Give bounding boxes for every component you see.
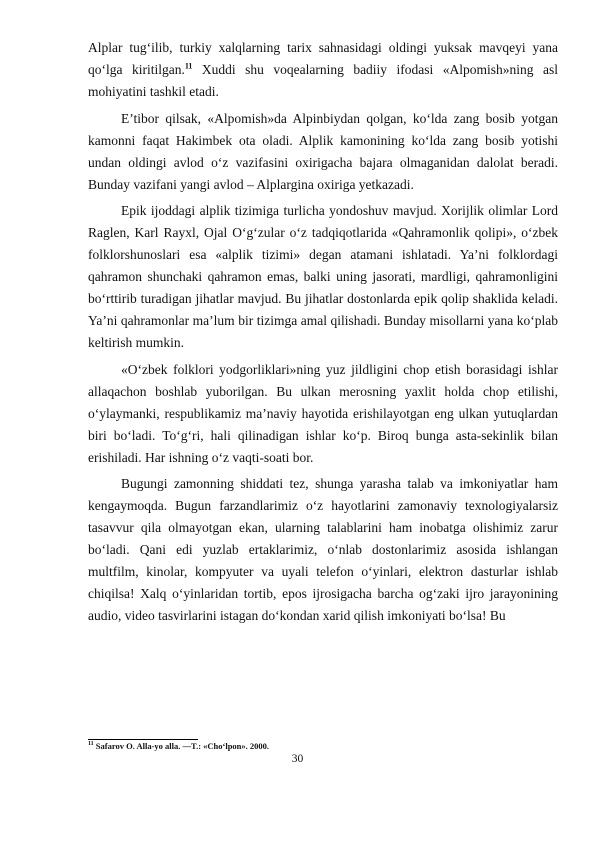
page-number: 30	[291, 753, 304, 765]
paragraph-1-text-b: Xuddi shu voqealarning badiiy ifodasi «Alpomish»ning asl mohiyatini tashkil etadi.	[88, 62, 558, 99]
footnote-number: 11	[88, 741, 94, 748]
paragraph-1-text-a: Alplar tug‘ilib, turkiy xalqlarning tarix sahnasidagi oldingi yuksak mavqeyi yana qo‘lga kiritilgan.	[88, 40, 558, 77]
footnote-divider	[88, 739, 198, 740]
paragraph-1	[88, 37, 558, 103]
footnote-reference[interactable]: 11	[184, 61, 193, 71]
paragraph-4: «O‘zbek folklori yodgorliklari»ning yuz jildligini chop etish borasidagi ishlar allaqachon boshlab yuborilgan. Bu ulkan merosning yaxlit holda chop etilishi, o‘ylaymanki, respublikamiz ma’naviy hayotida erishilayotgan eng ulkan yutuqlardan biri bo‘ladi. To‘g‘ri, hali qilinadigan ishlar ko‘p. Biroq bunga asta-sekinlik bilan erishiladi. Har ishning o‘z vaqti-soati bor.	[88, 361, 558, 465]
document-body	[88, 37, 558, 632]
paragraph-5: Bugungi zamonning shiddati tez, shunga yarasha talab va imkoniyatlar ham kengaymoqda. Bugun farzandlarimiz o‘z hayotlarini zamonaviy texnologiyalarsiz tasavvur qila olmayotgan ekan, ularning talablarini ham inobatga olishimiz zarur bo‘ladi. Qani edi yuzlab ertaklarimiz, o‘nlab dostonlarimiz asosida ishlangan multfilm, kinolar, kompyuter va uyali telefon o‘yinlari, elektron dasturlar ishlab chiqilsa! Xalq o‘yinlaridan tortib, epos ijrosigacha barcha og‘zaki ijro jarayonining audio, video tasvirlarini istagan do‘kondan xarid qilish imkoniyati bo‘lsa! Bu	[88, 476, 558, 623]
paragraph-3: Epik ijoddagi alplik tizimiga turlicha yondoshuv mavjud. Xorijlik olimlar Lord Raglen, Karl Rayxl, Ojal O‘g‘zular o‘z tadqiqotlarida «Qahramonlik qolipi», o‘zbek folklorshunoslari esa «alplik tizimi» degan atamani ishlatadi. Ya’ni folklordagi qahramon shunchaki qahramon emas, balki uning jasorati, mardligi, qahramonligini bo‘rttirib turadigan jihatlar mavjud. Bu jihatlar dostonlarda epik qolip shaklida keladi. Ya’ni qahramonlar ma’lum bir tizimga amal qilishadi. Bunday misollarni yana ko‘plab keltirish mumkin.	[88, 203, 558, 350]
footnote-text: Safarov O. Alla-yo alla. —T.: «Cho‘lpon». 2000.	[93, 741, 270, 751]
paragraph-2: E’tibor qilsak, «Alpomish»da Alpinbiydan qolgan, ko‘lda zang bosib yotgan kamonni faqat Hakimbek ota oladi. Alplik kamonining ko‘lda zang bosib yotishi undan oldingi avlod o‘z vazifasini oxirigacha bajara olmaganidan dalolat beradi. Bunday vazifani yangi avlod – Alplargina oxiriga yetkazadi.	[88, 110, 558, 192]
footnote	[88, 741, 558, 752]
